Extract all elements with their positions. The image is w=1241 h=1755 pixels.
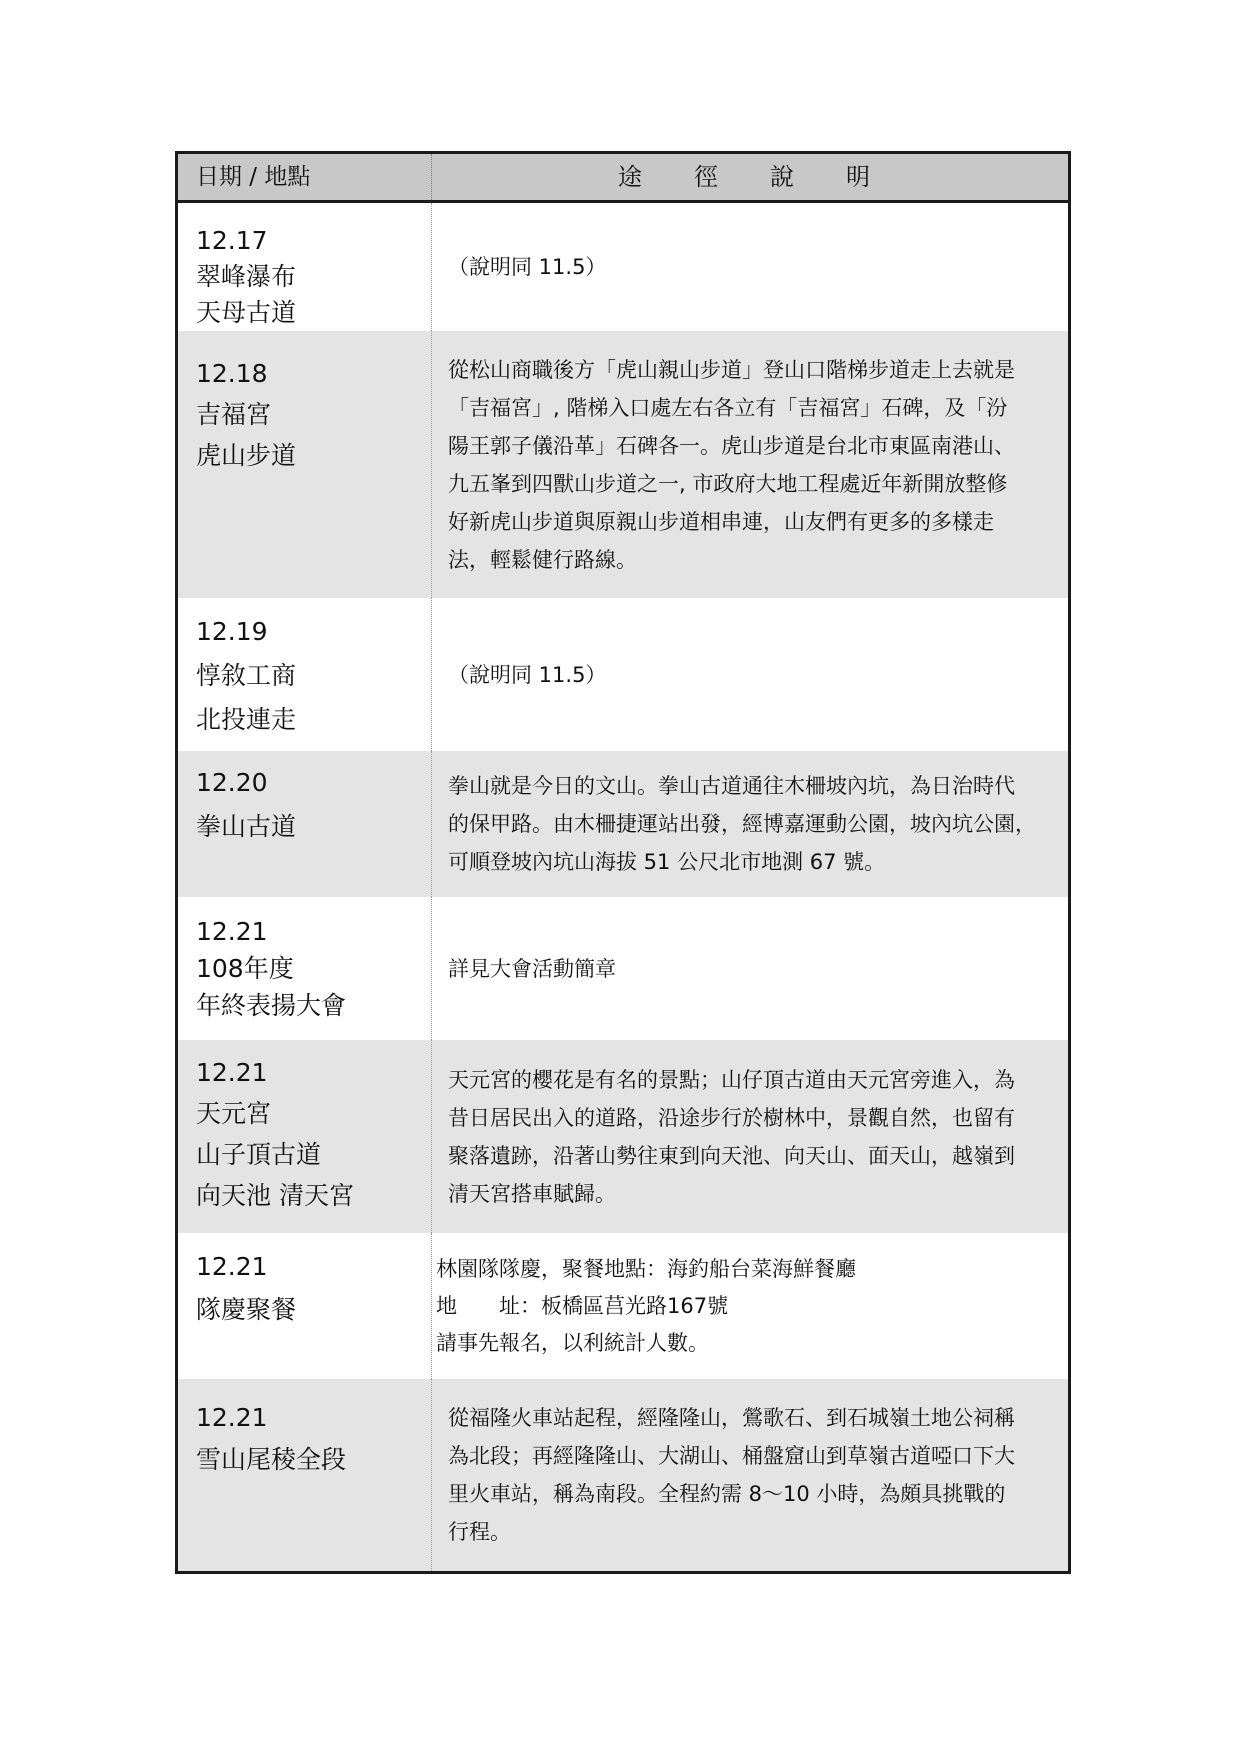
location: 向天池 清天宮 [196, 1181, 354, 1210]
description-cell [432, 1233, 1068, 1379]
description-cell [432, 331, 1068, 598]
description-line: 聚落遺跡，沿著山勢往東到向天池、向天山、面天山，越嶺到 [448, 1143, 1015, 1168]
table-row [178, 1379, 1068, 1571]
table-row [178, 897, 1068, 1040]
description-line: 九五峯到四獸山步道之一, 市政府大地工程處近年新開放整修 [448, 471, 1008, 496]
table-row [178, 203, 1068, 331]
description-cell [432, 1040, 1068, 1233]
description-line: 地 址：板橋區莒光路167號 [436, 1293, 729, 1318]
header-route-description: 途徑說明 [618, 163, 922, 191]
description-line: 詳見大會活動簡章 [448, 956, 616, 981]
date: 12.21 [196, 917, 268, 946]
location: 天母古道 [196, 298, 297, 327]
description-cell [432, 203, 1068, 331]
description-cell [432, 598, 1068, 751]
header-date-location: 日期 / 地點 [178, 154, 432, 200]
table-row [178, 598, 1068, 751]
description-line: 「吉福宮」, 階梯入口處左右各立有「吉福宮」石碑，及「汾 [448, 395, 1008, 420]
table-header [178, 154, 1068, 203]
location: 天元宮 [196, 1099, 272, 1128]
date-location-cell [178, 203, 432, 331]
date-location-cell [178, 598, 432, 751]
table-row [178, 331, 1068, 598]
description-line: 從松山商職後方「虎山親山步道」登山口階梯步道走上去就是 [448, 357, 1015, 382]
date: 12.17 [196, 226, 268, 255]
location: 山子頂古道 [196, 1140, 322, 1169]
description-line: 請事先報名，以利統計人數。 [436, 1330, 709, 1355]
description-line: 里火車站，稱為南段。全程約需 8～10 小時，為頗具挑戰的 [448, 1482, 1006, 1506]
location: 拳山古道 [196, 812, 297, 841]
description-line: 法，輕鬆健行路線。 [448, 547, 637, 572]
description-line: 從福隆火車站起程，經隆隆山，鶯歌石、到石城嶺土地公祠稱 [448, 1406, 1015, 1430]
itinerary-table [175, 151, 1071, 1574]
description-line: 林園隊隊慶，聚餐地點：海釣船台菜海鮮餐廳 [436, 1256, 856, 1281]
table-row [178, 1040, 1068, 1233]
date: 12.18 [196, 359, 268, 388]
date-location-cell [178, 751, 432, 897]
location: 虎山步道 [196, 441, 297, 470]
date: 12.19 [196, 617, 268, 646]
description-line: （說明同 11.5） [448, 662, 607, 687]
description-line: 為北段；再經隆隆山、大湖山、桶盤窟山到草嶺古道啞口下大 [448, 1444, 1015, 1468]
date-location-cell [178, 1040, 432, 1233]
description-line: 昔日居民出入的道路，沿途步行於樹林中，景觀自然，也留有 [448, 1105, 1015, 1130]
date-location-cell [178, 331, 432, 598]
description-line: 好新虎山步道與原親山步道相串連，山友們有更多的多樣走 [448, 509, 994, 534]
table-row [178, 751, 1068, 897]
date-location-cell [178, 1379, 432, 1571]
description-line: 行程。 [448, 1520, 511, 1544]
date: 12.21 [196, 1252, 268, 1281]
location: 惇敘工商 [196, 661, 297, 690]
description-line: 陽王郭子儀沿革」石碑各一。虎山步道是台北市東區南港山、 [448, 433, 1015, 458]
location: 吉福宮 [196, 400, 272, 429]
location: 隊慶聚餐 [196, 1295, 297, 1324]
location: 年終表揚大會 [196, 991, 347, 1020]
location: 北投連走 [196, 705, 297, 734]
description-line: 清天宮搭車賦歸。 [448, 1181, 616, 1206]
date: 12.21 [196, 1403, 268, 1432]
date-location-cell [178, 1233, 432, 1379]
date: 12.21 [196, 1058, 268, 1087]
description-cell [432, 751, 1068, 897]
description-line: 可順登坡內坑山海拔 51 公尺北市地測 67 號。 [448, 850, 886, 874]
date-location-cell [178, 897, 432, 1040]
description-cell [432, 897, 1068, 1040]
location: 108年度 [196, 954, 294, 983]
description-line: 拳山就是今日的文山。拳山古道通往木柵坡內坑，為日治時代 [448, 774, 1015, 798]
description-line: 的保甲路。由木柵捷運站出發，經博嘉運動公園，坡內坑公園， [448, 812, 1036, 836]
location: 雪山尾稜全段 [196, 1445, 347, 1474]
location: 翠峰瀑布 [196, 262, 297, 291]
description-cell [432, 1379, 1068, 1571]
description-line: 天元宮的櫻花是有名的景點；山仔頂古道由天元宮旁進入，為 [448, 1067, 1015, 1092]
table-row [178, 1233, 1068, 1379]
description-line: （說明同 11.5） [448, 255, 607, 279]
date: 12.20 [196, 768, 268, 797]
